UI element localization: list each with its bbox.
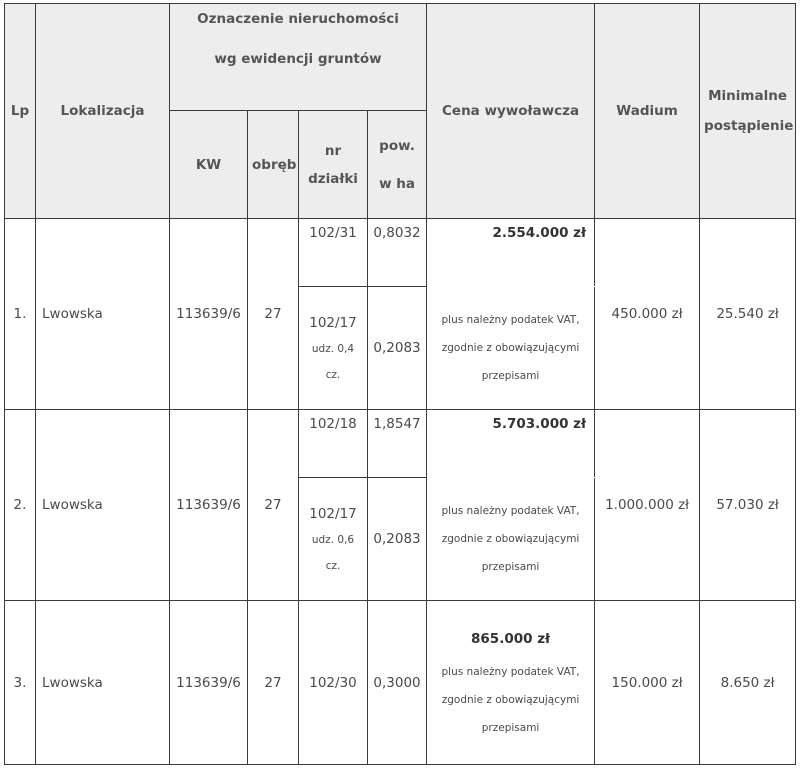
row1-min: 25.540 zł [700,219,796,410]
row1-vat-line2: zgodnie z obowiązującymi [441,342,580,354]
row3-lp: 3. [5,601,36,765]
row2-nr-2-note1: udz. 0,6 [311,534,355,546]
header-cena: Cena wywoławcza [427,4,595,219]
header-pow-line1: pow. [379,137,415,154]
header-nr-line2: działki [308,170,358,187]
header-oznaczenie-line2: wg ewidencji gruntów [214,51,382,67]
row1-obreb: 27 [248,219,299,410]
row1-vat-line3: przepisami [481,370,540,382]
row3-nr: 102/30 [299,601,368,765]
row2-pow-2: 0,2083 [368,478,427,601]
header-row-1 [5,4,796,111]
row1-pow-1: 0,8032 [368,219,427,287]
header-lp: Lp [5,4,36,219]
row3-obreb: 27 [248,601,299,765]
row2-pow-1: 1,8547 [368,410,427,478]
row3-pow: 0,3000 [368,601,427,765]
row1-vat-line1: plus należny podatek VAT, [441,314,580,326]
row1-wadium: 450.000 zł [595,219,700,410]
auction-table [4,3,796,765]
row2-vat-line1: plus należny podatek VAT, [441,505,580,517]
row1-lp: 1. [5,219,36,410]
row1-cena: 2.554.000 zł [427,219,595,287]
row2-nr-2 [299,478,368,601]
header-nr-dzialki [299,111,368,219]
row1-nr-1: 102/31 [299,219,368,287]
row2-nr-1: 102/18 [299,410,368,478]
row2-min: 57.030 zł [700,410,796,601]
header-min-line2: postąpienie [704,118,794,134]
row3-wadium: 150.000 zł [595,601,700,765]
row3-kw: 113639/6 [170,601,248,765]
header-oznaczenie-line1: Oznaczenie nieruchomości [197,11,399,27]
row1-nr-2-note1: udz. 0,4 [311,343,355,355]
row2-lp: 2. [5,410,36,601]
row1-lokalizacja: Lwowska [36,219,170,410]
row3-lokalizacja: Lwowska [36,601,170,765]
row2-wadium: 1.000.000 zł [595,410,700,601]
row2-vat-line2: zgodnie z obowiązującymi [441,533,580,545]
header-minimalne [700,4,796,219]
row3-vat-line3: przepisami [481,721,540,734]
header-lokalizacja: Lokalizacja [36,4,170,219]
table-row [5,410,796,478]
header-obreb: obręb [248,111,299,219]
row3-vat-line2: zgodnie z obowiązującymi [441,693,580,706]
row2-lokalizacja: Lwowska [36,410,170,601]
header-kw: KW [170,111,248,219]
header-pow [368,111,427,219]
row3-min: 8.650 zł [700,601,796,765]
table-row [5,219,796,287]
header-min-line1: Minimalne [708,88,787,104]
header-pow-line2: w ha [379,175,415,192]
row2-nr-2-value: 102/17 [309,506,357,522]
row1-nr-2-note2: cz. [325,369,341,381]
header-oznaczenie [170,4,427,111]
header-nr-line1: nr [324,142,342,159]
row1-nr-2-value: 102/17 [309,315,357,331]
row3-cena: 865.000 zł [471,630,551,647]
row1-vat [427,287,595,410]
row1-nr-2 [299,287,368,410]
row2-cena: 5.703.000 zł [427,410,595,478]
row2-vat-line3: przepisami [481,561,540,573]
row2-nr-2-note2: cz. [325,560,341,572]
row2-kw: 113639/6 [170,410,248,601]
table-row [5,601,796,765]
row1-kw: 113639/6 [170,219,248,410]
row1-pow-2: 0,2083 [368,287,427,410]
row2-obreb: 27 [248,410,299,601]
row2-vat [427,478,595,601]
row3-cena-cell [427,601,595,765]
header-wadium: Wadium [595,4,700,219]
row3-vat-line1: plus należny podatek VAT, [441,665,580,678]
